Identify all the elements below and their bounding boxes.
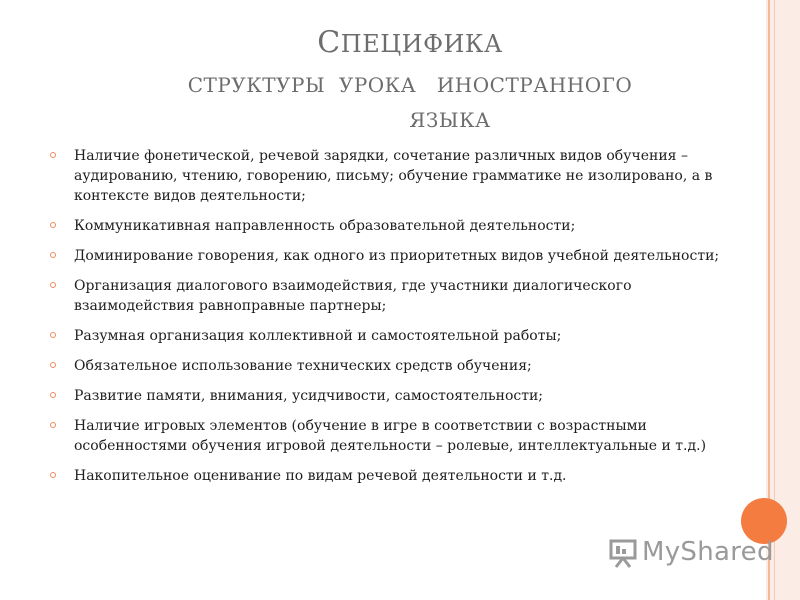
list-item-text: Развитие памяти, внимания, усидчивости, самостоятельности; — [74, 388, 544, 404]
list-item-text: Коммуникативная направленность образовательной деятельности; — [74, 218, 576, 234]
list-item-text: Наличие фонетической, речевой зарядки, сочетание различных видов обучения – аудированию, чтению, говорению, письму; обучение грамматике не изолировано, а в контексте видов деятельности; — [74, 148, 713, 204]
bullet-icon — [50, 392, 56, 398]
watermark-logo — [606, 534, 774, 574]
bullet-icon — [50, 332, 56, 338]
title-line-1-rest: ПЕЦИФИКА — [340, 30, 503, 58]
bullet-icon — [50, 422, 56, 428]
title-line-1 — [60, 26, 760, 61]
list-item — [48, 326, 744, 346]
list-item-text: Накопительное оценивание по видам речевой деятельности и т.д. — [74, 468, 567, 484]
list-item — [48, 466, 744, 486]
watermark-text: MyShared — [642, 537, 774, 567]
list-item-text: Разумная организация коллективной и самостоятельной работы; — [74, 328, 562, 344]
list-item — [48, 276, 744, 316]
list-item-text: Организация диалогового взаимодействия, где участники диалогического взаимодействия равноправные партнеры; — [74, 278, 632, 314]
list-item — [48, 146, 744, 206]
title-initial-cap: С — [317, 25, 341, 60]
bullet-icon — [50, 362, 56, 368]
bullet-icon — [50, 472, 56, 478]
list-item-text: Доминирование говорения, как одного из приоритетных видов учебной деятельности; — [74, 248, 720, 264]
slide-title — [60, 26, 760, 136]
title-line-3: ЯЗЫКА — [409, 108, 491, 132]
list-item — [48, 246, 744, 266]
title-line-2: СТРУКТУРЫ УРОКА ИНОСТРАННОГО — [187, 73, 633, 97]
bullet-icon — [50, 282, 56, 288]
list-item — [48, 356, 744, 376]
bullet-icon — [50, 252, 56, 258]
bullet-icon — [50, 222, 56, 228]
bullet-icon — [50, 152, 56, 158]
bullet-list — [48, 146, 744, 496]
list-item — [48, 216, 744, 236]
list-item-text: Наличие игровых элементов (обучение в игре в соответствии с возрастными особенностями обучения игровой деятельности – ролевые, интеллектуальные и т.д.) — [74, 418, 707, 454]
list-item-text: Обязательное использование технических средств обучения; — [74, 358, 532, 374]
list-item — [48, 416, 744, 456]
list-item — [48, 386, 744, 406]
presentation-board-icon — [606, 538, 640, 568]
